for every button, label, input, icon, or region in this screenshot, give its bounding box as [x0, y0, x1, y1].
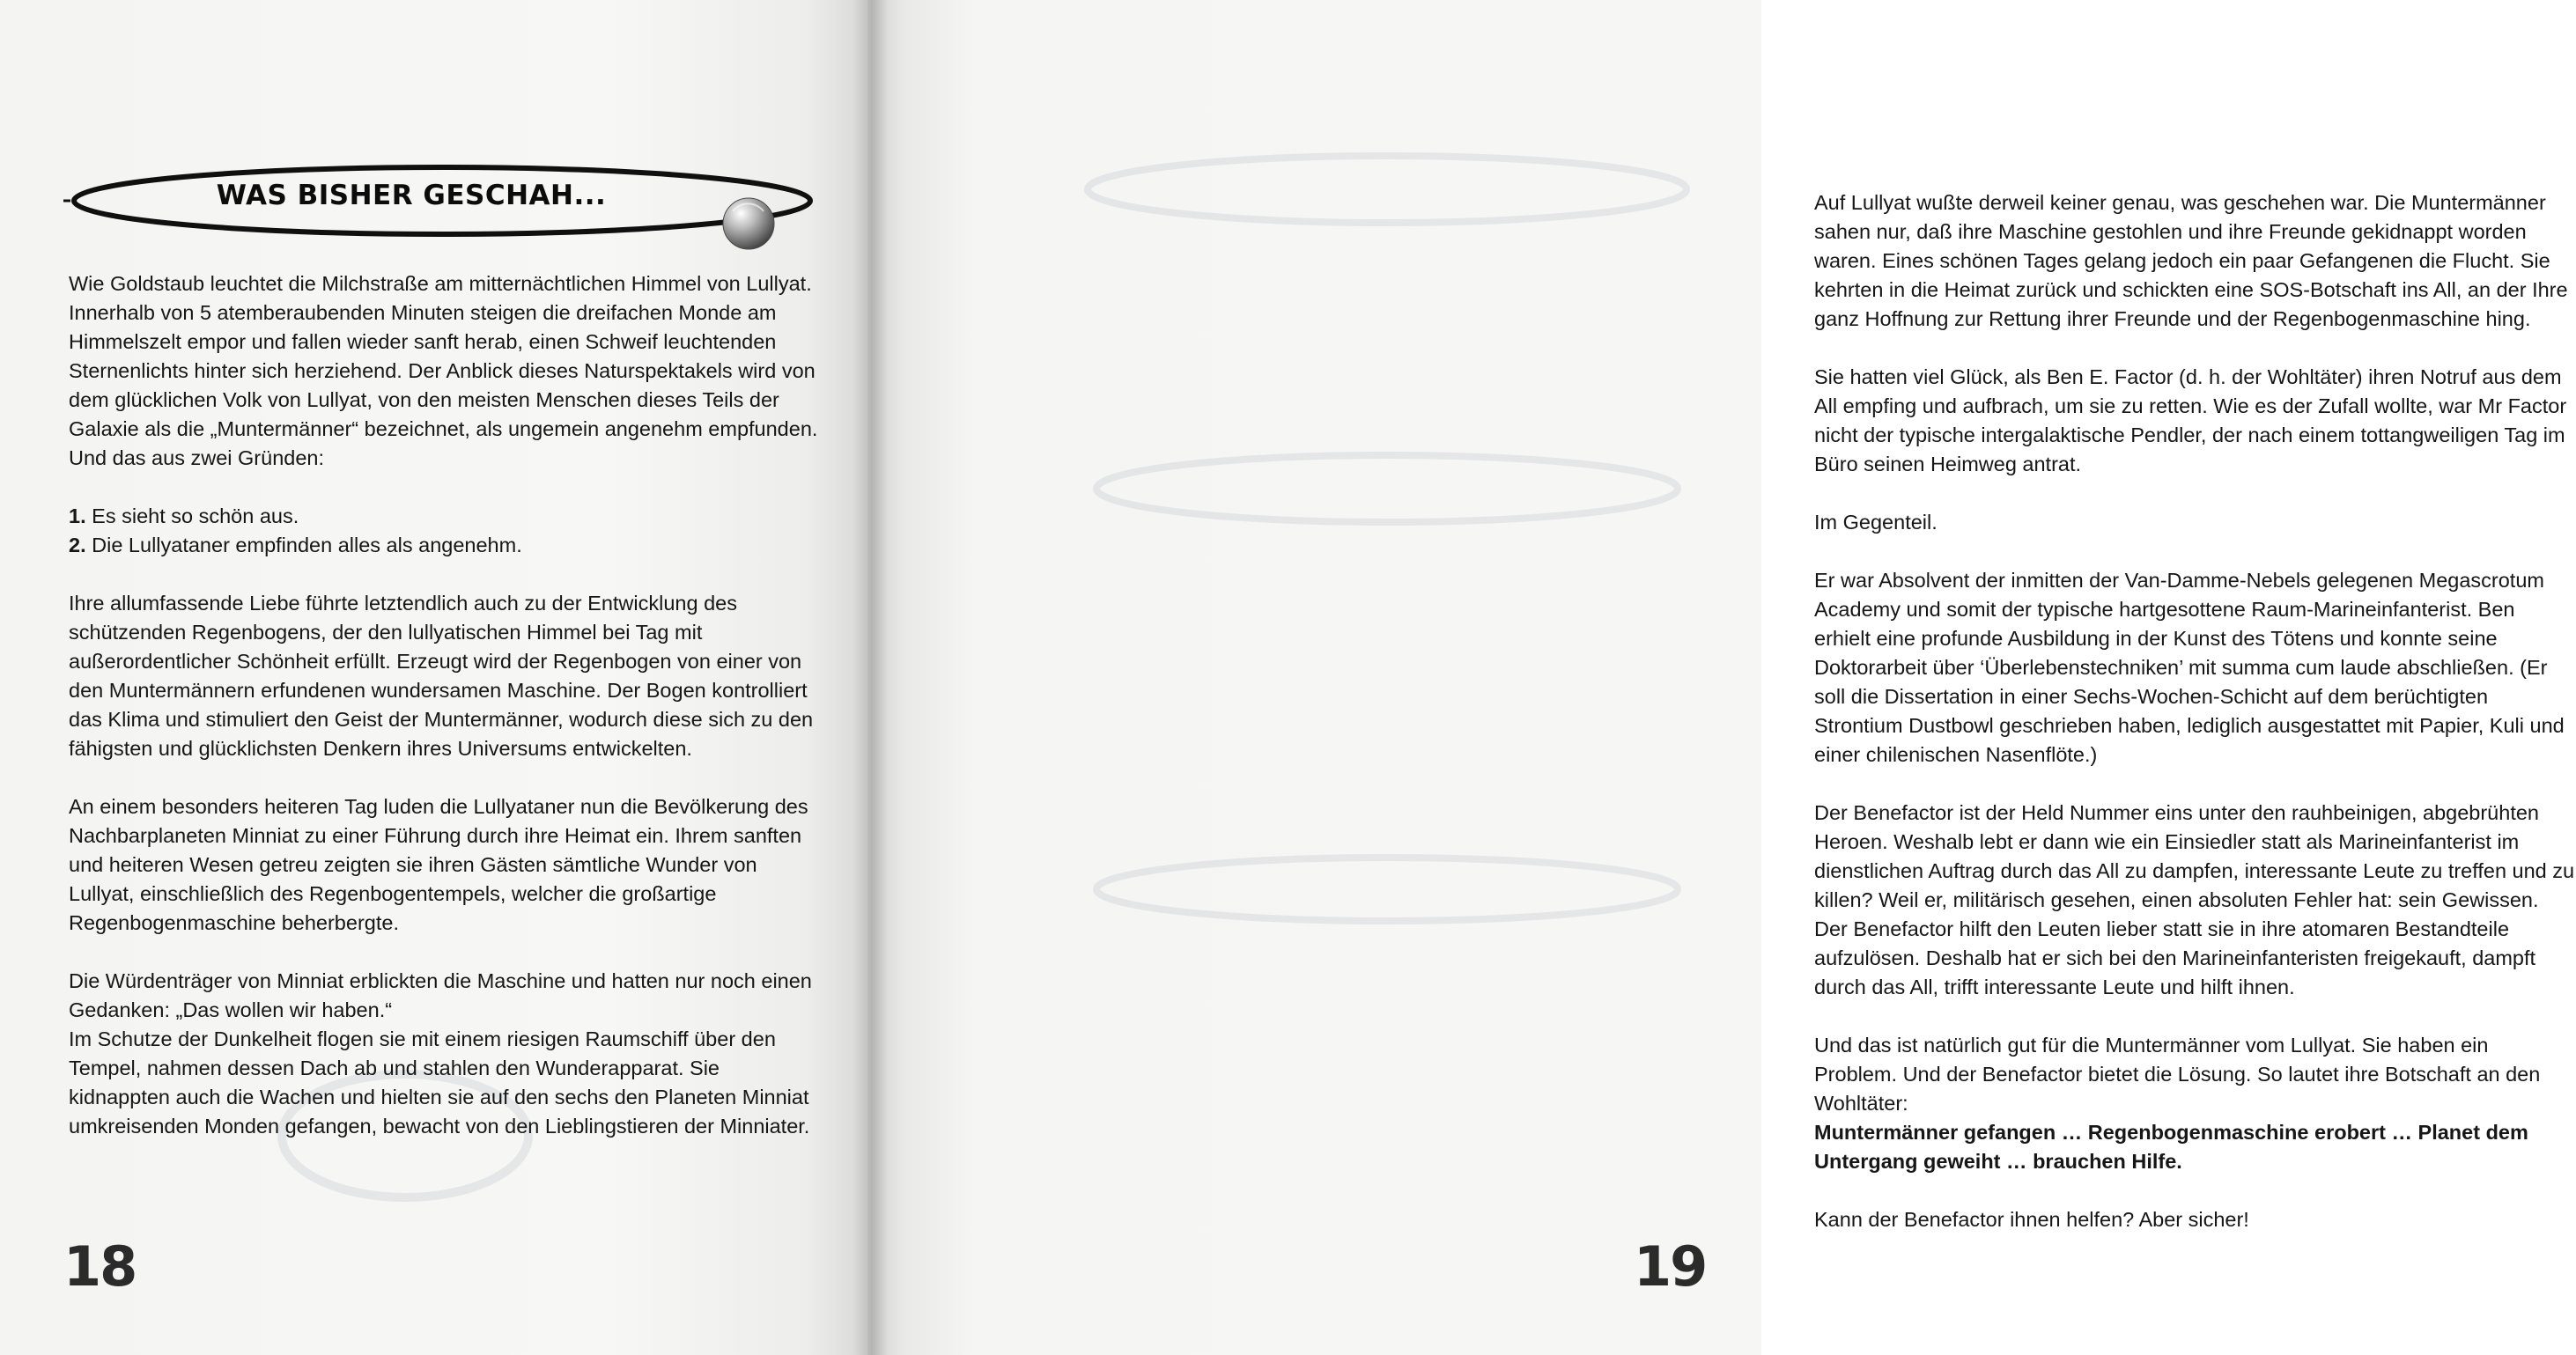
left-page-body: [69, 269, 822, 1170]
paragraph: Der Benefactor ist der Held Nummer eins unter den rauhbeinigen, abgebrühten Heroen. Weshalb lebt er dann wie ein Einsiedler statt als Marineinfanterist im dienstlichen Auftrag durch das All zu dampfen, interessante Leute zu treffen und zu killen? Weil er, militärisch gesehen, einen absoluten Fehler hat: sein Gewissen. Der Benefactor hilft den Leuten lieber statt sie in ihre atomaren Bestandteile aufzulösen. Deshalb hat er sich bei den Marineinfanteristen freigekauft, dampft durch das All, trifft interessante Leute und hilft ihnen.: [1814, 801, 2575, 998]
paragraph: Und das ist natürlich gut für die Muntermänner vom Lullyat. Sie haben ein Problem. Und der Benefactor bietet die Lösung. So lautet ihre Botschaft an den Wohltäter:: [1814, 1034, 2541, 1115]
right-page: [867, 0, 2575, 1355]
paragraph: Im Gegenteil.: [1814, 511, 1938, 534]
list-text: Es sieht so schön aus.: [92, 504, 299, 527]
paragraph: Die Würdenträger von Minniat erblickten die Maschine und hatten nur noch einen Gedanken: „Das wollen wir haben.“: [69, 969, 812, 1021]
list-number: 1.: [69, 504, 86, 527]
page-number: 18: [63, 1234, 137, 1299]
paragraph: Sie hatten viel Glück, als Ben E. Factor (d. h. der Wohltäter) ihren Notruf aus dem All empfing und aufbrach, um sie zu retten. Wie es der Zufall wollte, war Mr Factor nicht der typische intergalaktische Pendler, der nach einem tottangweiligen Tag im Büro seinen Heimweg antrat.: [1814, 365, 2567, 475]
section-header: [63, 160, 830, 257]
list-item: [69, 531, 822, 560]
reasons-list: [69, 502, 822, 560]
list-text: Die Lullyataner empfinden alles als angenehm.: [92, 534, 522, 556]
paragraph: Wie Goldstaub leuchtet die Milchstraße am mitternächtlichen Himmel von Lullyat. Innerhalb von 5 atemberaubenden Minuten steigen die dreifachen Monde am Himmelszelt empor und fallen wieder sanft herab, einen Schweif leuchtenden Sternenlichts hinter sich herziehend. Der Anblick dieses Naturspektakels wird von dem glücklichen Volk von Lullyat, von den meisten Menschen dieses Teils der Galaxie als die „Muntermänner“ bezeichnet, als ungemein angenehm empfunden. Und das aus zwei Gründen:: [69, 272, 818, 469]
paragraph: Auf Lullyat wußte derweil keiner genau, was geschehen war. Die Muntermänner sahen nur, daß ihre Maschine gestohlen und ihre Freunde gekidnappt worden waren. Eines schönen Tages gelang jedoch ein paar Gefangenen die Flucht. Sie kehrten in die Heimat zurück und schickten eine SOS-Botschaft ins All, an der Ihre ganz Hoffnung zur Rettung ihrer Freunde und der Regenbogenmaschine hing.: [1814, 191, 2568, 330]
page-number: 19: [1634, 1234, 1707, 1299]
paragraph: An einem besonders heiteren Tag luden die Lullyataner nun die Bevölkerung des Nachbarplaneten Minniat zu einer Führung durch ihre Heimat ein. Ihrem sanften und heiteren Wesen getreu zeigten sie ihren Gästen sämtliche Wunder von Lullyat, einschließlich des Regenbogentempels, welcher die großartige Regenbogenmaschine beherbergte.: [69, 795, 808, 934]
left-page: [0, 0, 867, 1355]
right-page-body: [1814, 188, 2576, 1263]
list-item: [69, 502, 822, 531]
closing-line: Kann der Benefactor ihnen helfen? Aber sicher!: [1814, 1208, 2249, 1231]
show-through-orbit-decoration: [867, 0, 1761, 1355]
paragraph: Ihre allumfassende Liebe führte letztendlich auch zu der Entwicklung des schützenden Regenbogens, der den lullyatischen Himmel bei Tag mit außerordentlicher Schönheit erfüllt. Erzeugt wird der Regenbogen von einer von den Muntermännern erfundenen wundersamen Maschine. Der Bogen kontrolliert das Klima und stimuliert den Geist der Muntermänner, wodurch diese sich zu den fähigsten und glücklichsten Denkern ihres Universums entwickelten.: [69, 592, 814, 760]
list-number: 2.: [69, 534, 86, 556]
section-heading: WAS BISHER GESCHAH...: [216, 180, 607, 211]
paragraph: Er war Absolvent der inmitten der Van-Damme-Nebels gelegenen Megascrotum Academy und somit der typische hartgesottene Raum-Marineinfanterist. Ben erhielt eine profunde Ausbildung in der Kunst des Tötens und konnte seine Doktorarbeit über ‘Überlebenstechniken’ mit summa cum laude abschließen. (Er soll die Dissertation in einer Sechs-Wochen-Schicht auf dem berüchtigten Strontium Dustbowl geschrieben haben, lediglich ausgestattet mit Papier, Kuli und einer chilenischen Nasenflöte.): [1814, 569, 2565, 766]
distress-message: Muntermänner gefangen … Regenbogenmaschine erobert … Planet dem Untergang geweiht … brauchen Hilfe.: [1814, 1121, 2528, 1173]
book-gutter: [853, 0, 888, 1355]
paragraph: Im Schutze der Dunkelheit flogen sie mit einem riesigen Raumschiff über den Tempel, nahmen dessen Dach ab und stahlen den Wunderapparat. Sie kidnappten auch die Wachen und hielten sie auf den sechs den Planeten Minniat umkreisenden Monden gefangen, bewacht von den Lieblingstieren der Minniater.: [69, 1027, 810, 1138]
